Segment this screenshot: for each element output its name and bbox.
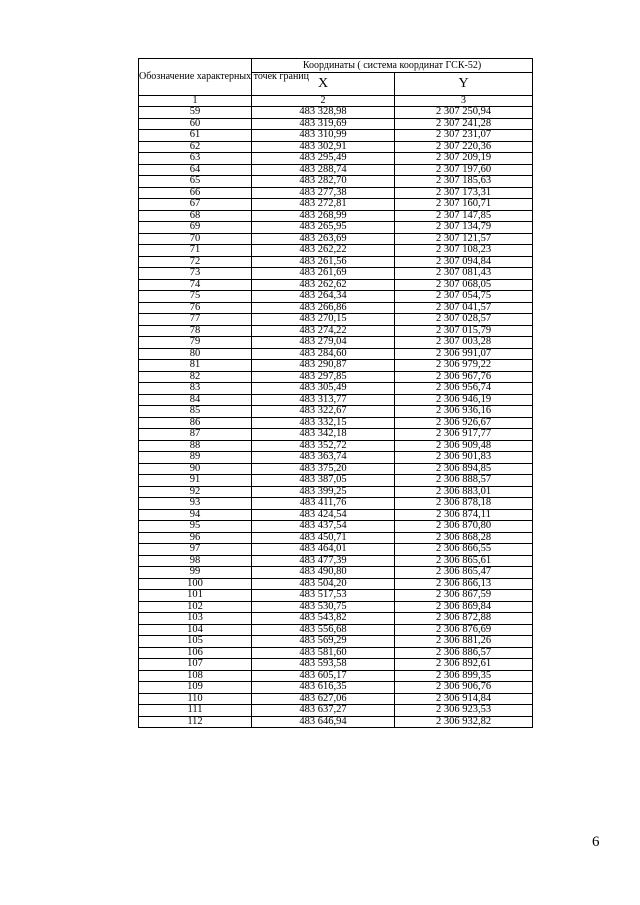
point-id-cell: 81 [139, 360, 252, 372]
table-row [139, 360, 533, 372]
x-coordinate-cell: 483 264,34 [252, 291, 395, 303]
table-row [139, 406, 533, 418]
table-row [139, 440, 533, 452]
point-id-cell: 84 [139, 394, 252, 406]
x-coordinate-cell: 483 270,15 [252, 314, 395, 326]
y-coordinate-cell: 2 306 967,76 [395, 371, 533, 383]
y-coordinate-cell: 2 307 108,23 [395, 245, 533, 257]
header-x: X [252, 73, 395, 96]
y-coordinate-cell: 2 307 003,28 [395, 337, 533, 349]
table-row [139, 682, 533, 694]
y-coordinate-cell: 2 307 041,57 [395, 302, 533, 314]
x-coordinate-cell: 483 627,06 [252, 693, 395, 705]
x-coordinate-cell: 483 262,22 [252, 245, 395, 257]
column-number: 1 [139, 96, 252, 107]
y-coordinate-cell: 2 307 250,94 [395, 107, 533, 119]
x-coordinate-cell: 483 342,18 [252, 429, 395, 441]
x-coordinate-cell: 483 263,69 [252, 233, 395, 245]
y-coordinate-cell: 2 306 881,26 [395, 636, 533, 648]
y-coordinate-cell: 2 307 015,79 [395, 325, 533, 337]
table-row [139, 486, 533, 498]
x-coordinate-cell: 483 261,56 [252, 256, 395, 268]
point-id-cell: 106 [139, 647, 252, 659]
x-coordinate-cell: 483 450,71 [252, 532, 395, 544]
point-id-cell: 82 [139, 371, 252, 383]
y-coordinate-cell: 2 306 926,67 [395, 417, 533, 429]
y-coordinate-cell: 2 306 914,84 [395, 693, 533, 705]
y-coordinate-cell: 2 306 923,53 [395, 705, 533, 717]
point-id-cell: 75 [139, 291, 252, 303]
point-id-cell: 86 [139, 417, 252, 429]
x-coordinate-cell: 483 477,39 [252, 555, 395, 567]
y-coordinate-cell: 2 307 185,63 [395, 176, 533, 188]
point-id-cell: 76 [139, 302, 252, 314]
y-coordinate-cell: 2 306 876,69 [395, 624, 533, 636]
x-coordinate-cell: 483 363,74 [252, 452, 395, 464]
point-id-cell: 108 [139, 670, 252, 682]
y-coordinate-cell: 2 306 956,74 [395, 383, 533, 395]
point-id-cell: 66 [139, 187, 252, 199]
header-coords-label: Координаты ( система координат ГСК-52) [252, 59, 533, 73]
table-row [139, 107, 533, 119]
y-coordinate-cell: 2 307 209,19 [395, 153, 533, 165]
table-row [139, 659, 533, 671]
column-number: 3 [395, 96, 533, 107]
x-coordinate-cell: 483 646,94 [252, 716, 395, 728]
x-coordinate-cell: 483 322,67 [252, 406, 395, 418]
point-id-cell: 77 [139, 314, 252, 326]
y-coordinate-cell: 2 306 932,82 [395, 716, 533, 728]
x-coordinate-cell: 483 569,29 [252, 636, 395, 648]
y-coordinate-cell: 2 307 147,85 [395, 210, 533, 222]
table-body [139, 107, 533, 728]
point-id-cell: 92 [139, 486, 252, 498]
table-row [139, 337, 533, 349]
table-row [139, 233, 533, 245]
table-row [139, 279, 533, 291]
x-coordinate-cell: 483 616,35 [252, 682, 395, 694]
table-row [139, 268, 533, 280]
y-coordinate-cell: 2 306 865,61 [395, 555, 533, 567]
point-id-cell: 101 [139, 590, 252, 602]
x-coordinate-cell: 483 543,82 [252, 613, 395, 625]
x-coordinate-cell: 483 310,99 [252, 130, 395, 142]
point-id-cell: 68 [139, 210, 252, 222]
y-coordinate-cell: 2 307 220,36 [395, 141, 533, 153]
y-coordinate-cell: 2 307 081,43 [395, 268, 533, 280]
x-coordinate-cell: 483 268,99 [252, 210, 395, 222]
x-coordinate-cell: 483 284,60 [252, 348, 395, 360]
x-coordinate-cell: 483 556,68 [252, 624, 395, 636]
table-row [139, 164, 533, 176]
y-coordinate-cell: 2 307 160,71 [395, 199, 533, 211]
point-id-cell: 73 [139, 268, 252, 280]
y-coordinate-cell: 2 306 869,84 [395, 601, 533, 613]
coordinates-table [138, 58, 533, 728]
y-coordinate-cell: 2 306 866,13 [395, 578, 533, 590]
point-id-cell: 100 [139, 578, 252, 590]
table-row [139, 693, 533, 705]
y-coordinate-cell: 2 306 991,07 [395, 348, 533, 360]
x-coordinate-cell: 483 288,74 [252, 164, 395, 176]
point-id-cell: 64 [139, 164, 252, 176]
table-row [139, 716, 533, 728]
table-row [139, 176, 533, 188]
table-row [139, 624, 533, 636]
table-row [139, 567, 533, 579]
header-point-label: Обозначение характерных точек границ [139, 59, 252, 96]
x-coordinate-cell: 483 272,81 [252, 199, 395, 211]
x-coordinate-cell: 483 375,20 [252, 463, 395, 475]
x-coordinate-cell: 483 274,22 [252, 325, 395, 337]
x-coordinate-cell: 483 277,38 [252, 187, 395, 199]
y-coordinate-cell: 2 306 867,59 [395, 590, 533, 602]
column-number: 2 [252, 96, 395, 107]
y-coordinate-cell: 2 306 870,80 [395, 521, 533, 533]
x-coordinate-cell: 483 302,91 [252, 141, 395, 153]
x-coordinate-cell: 483 297,85 [252, 371, 395, 383]
table-row [139, 498, 533, 510]
table-row [139, 452, 533, 464]
table-row [139, 429, 533, 441]
y-coordinate-cell: 2 307 121,57 [395, 233, 533, 245]
point-id-cell: 91 [139, 475, 252, 487]
y-coordinate-cell: 2 306 979,22 [395, 360, 533, 372]
x-coordinate-cell: 483 517,53 [252, 590, 395, 602]
x-coordinate-cell: 483 328,98 [252, 107, 395, 119]
y-coordinate-cell: 2 307 231,07 [395, 130, 533, 142]
point-id-cell: 59 [139, 107, 252, 119]
y-coordinate-cell: 2 306 936,16 [395, 406, 533, 418]
point-id-cell: 88 [139, 440, 252, 452]
point-id-cell: 83 [139, 383, 252, 395]
y-coordinate-cell: 2 306 899,35 [395, 670, 533, 682]
point-id-cell: 63 [139, 153, 252, 165]
point-id-cell: 109 [139, 682, 252, 694]
table-row [139, 463, 533, 475]
point-id-cell: 87 [139, 429, 252, 441]
table-row [139, 325, 533, 337]
point-id-cell: 74 [139, 279, 252, 291]
point-id-cell: 105 [139, 636, 252, 648]
point-id-cell: 70 [139, 233, 252, 245]
point-id-cell: 80 [139, 348, 252, 360]
point-id-cell: 97 [139, 544, 252, 556]
y-coordinate-cell: 2 306 865,47 [395, 567, 533, 579]
table-row [139, 521, 533, 533]
table-row [139, 601, 533, 613]
point-id-cell: 85 [139, 406, 252, 418]
x-coordinate-cell: 483 437,54 [252, 521, 395, 533]
x-coordinate-cell: 483 637,27 [252, 705, 395, 717]
table-row [139, 670, 533, 682]
x-coordinate-cell: 483 399,25 [252, 486, 395, 498]
y-coordinate-cell: 2 306 878,18 [395, 498, 533, 510]
y-coordinate-cell: 2 306 886,57 [395, 647, 533, 659]
point-id-cell: 78 [139, 325, 252, 337]
point-id-cell: 93 [139, 498, 252, 510]
x-coordinate-cell: 483 290,87 [252, 360, 395, 372]
point-id-cell: 102 [139, 601, 252, 613]
x-coordinate-cell: 483 261,69 [252, 268, 395, 280]
x-coordinate-cell: 483 313,77 [252, 394, 395, 406]
y-coordinate-cell: 2 306 872,88 [395, 613, 533, 625]
table-row [139, 578, 533, 590]
x-coordinate-cell: 483 262,62 [252, 279, 395, 291]
point-id-cell: 110 [139, 693, 252, 705]
table-row [139, 509, 533, 521]
table-row [139, 371, 533, 383]
table-row [139, 256, 533, 268]
x-coordinate-cell: 483 319,69 [252, 118, 395, 130]
point-id-cell: 104 [139, 624, 252, 636]
point-id-cell: 99 [139, 567, 252, 579]
table-row [139, 210, 533, 222]
point-id-cell: 98 [139, 555, 252, 567]
table-row [139, 245, 533, 257]
point-id-cell: 62 [139, 141, 252, 153]
y-coordinate-cell: 2 307 094,84 [395, 256, 533, 268]
table-row [139, 199, 533, 211]
table-row [139, 222, 533, 234]
table-row [139, 555, 533, 567]
table-row [139, 130, 533, 142]
y-coordinate-cell: 2 307 068,05 [395, 279, 533, 291]
point-id-cell: 69 [139, 222, 252, 234]
x-coordinate-cell: 483 305,49 [252, 383, 395, 395]
x-coordinate-cell: 483 352,72 [252, 440, 395, 452]
table-row [139, 314, 533, 326]
table-row [139, 647, 533, 659]
y-coordinate-cell: 2 307 134,79 [395, 222, 533, 234]
x-coordinate-cell: 483 282,70 [252, 176, 395, 188]
table-row [139, 705, 533, 717]
table-row [139, 613, 533, 625]
table-row [139, 153, 533, 165]
x-coordinate-cell: 483 490,80 [252, 567, 395, 579]
point-id-cell: 60 [139, 118, 252, 130]
table-row [139, 348, 533, 360]
y-coordinate-cell: 2 306 906,76 [395, 682, 533, 694]
x-coordinate-cell: 483 464,01 [252, 544, 395, 556]
y-coordinate-cell: 2 307 054,75 [395, 291, 533, 303]
y-coordinate-cell: 2 306 892,61 [395, 659, 533, 671]
table-row [139, 302, 533, 314]
point-id-cell: 112 [139, 716, 252, 728]
x-coordinate-cell: 483 265,95 [252, 222, 395, 234]
x-coordinate-cell: 483 387,05 [252, 475, 395, 487]
x-coordinate-cell: 483 411,76 [252, 498, 395, 510]
x-coordinate-cell: 483 266,86 [252, 302, 395, 314]
point-id-cell: 61 [139, 130, 252, 142]
x-coordinate-cell: 483 581,60 [252, 647, 395, 659]
point-id-cell: 103 [139, 613, 252, 625]
x-coordinate-cell: 483 332,15 [252, 417, 395, 429]
point-id-cell: 71 [139, 245, 252, 257]
page-number: 6 [592, 834, 600, 850]
point-id-cell: 96 [139, 532, 252, 544]
table-row [139, 636, 533, 648]
table-row [139, 118, 533, 130]
y-coordinate-cell: 2 306 901,83 [395, 452, 533, 464]
point-id-cell: 79 [139, 337, 252, 349]
y-coordinate-cell: 2 306 888,57 [395, 475, 533, 487]
point-id-cell: 67 [139, 199, 252, 211]
table-row [139, 291, 533, 303]
header-y: Y [395, 73, 533, 96]
point-id-cell: 94 [139, 509, 252, 521]
y-coordinate-cell: 2 306 909,48 [395, 440, 533, 452]
y-coordinate-cell: 2 307 197,60 [395, 164, 533, 176]
table-row [139, 475, 533, 487]
x-coordinate-cell: 483 279,04 [252, 337, 395, 349]
point-id-cell: 107 [139, 659, 252, 671]
x-coordinate-cell: 483 424,54 [252, 509, 395, 521]
x-coordinate-cell: 483 605,17 [252, 670, 395, 682]
table-row [139, 394, 533, 406]
point-id-cell: 72 [139, 256, 252, 268]
y-coordinate-cell: 2 306 874,11 [395, 509, 533, 521]
point-id-cell: 65 [139, 176, 252, 188]
y-coordinate-cell: 2 306 883,01 [395, 486, 533, 498]
y-coordinate-cell: 2 306 946,19 [395, 394, 533, 406]
y-coordinate-cell: 2 307 173,31 [395, 187, 533, 199]
table-row [139, 544, 533, 556]
y-coordinate-cell: 2 306 868,28 [395, 532, 533, 544]
table-row [139, 141, 533, 153]
column-number-row [139, 96, 533, 107]
point-id-cell: 111 [139, 705, 252, 717]
x-coordinate-cell: 483 295,49 [252, 153, 395, 165]
y-coordinate-cell: 2 306 866,55 [395, 544, 533, 556]
point-id-cell: 89 [139, 452, 252, 464]
table-row [139, 187, 533, 199]
y-coordinate-cell: 2 306 894,85 [395, 463, 533, 475]
x-coordinate-cell: 483 504,20 [252, 578, 395, 590]
y-coordinate-cell: 2 307 241,28 [395, 118, 533, 130]
point-id-cell: 90 [139, 463, 252, 475]
table-row [139, 383, 533, 395]
y-coordinate-cell: 2 307 028,57 [395, 314, 533, 326]
table-row [139, 417, 533, 429]
table-row [139, 532, 533, 544]
point-id-cell: 95 [139, 521, 252, 533]
y-coordinate-cell: 2 306 917,77 [395, 429, 533, 441]
table-row [139, 590, 533, 602]
x-coordinate-cell: 483 530,75 [252, 601, 395, 613]
x-coordinate-cell: 483 593,58 [252, 659, 395, 671]
